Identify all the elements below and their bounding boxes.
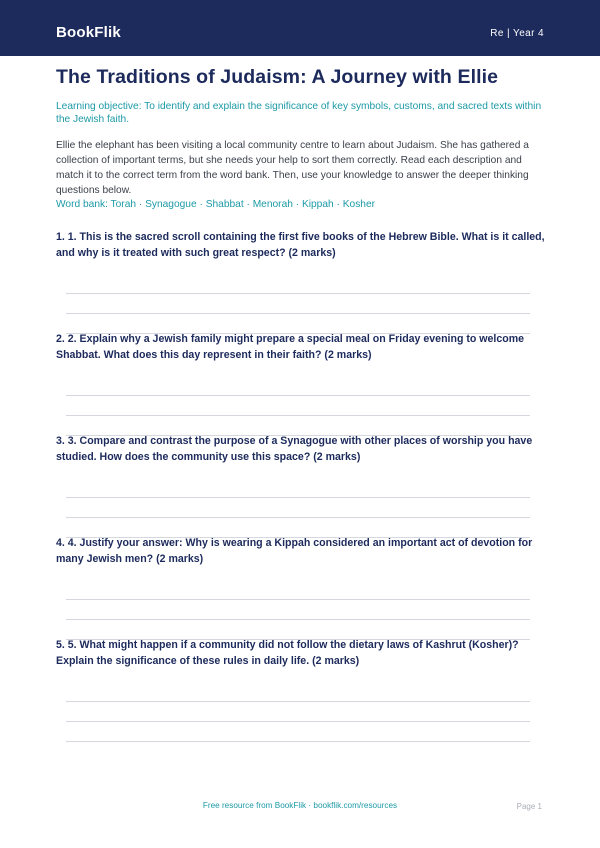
page-header <box>0 0 600 56</box>
question-text: 2. 2. Explain why a Jewish family might prepare a special meal on Friday evening to welcome Shabbat. What does this day represent in their faith? (2 marks) <box>56 333 525 361</box>
question-1 <box>56 230 546 261</box>
question-2 <box>56 332 546 363</box>
page-number: Page 1 <box>516 802 542 811</box>
answer-line[interactable] <box>66 313 530 314</box>
answer-line[interactable] <box>66 293 530 294</box>
answer-line[interactable] <box>66 721 530 722</box>
worksheet-title: The Traditions of Judaism: A Journey with Ellie <box>56 66 499 88</box>
answer-line[interactable] <box>66 415 530 416</box>
question-5 <box>56 638 546 669</box>
question-text: 3. 3. Compare and contrast the purpose of a Synagogue with other places of worship you have studied. How does the community use this space? (2 marks) <box>56 435 533 463</box>
question-3 <box>56 434 546 465</box>
answer-line[interactable] <box>66 741 530 742</box>
answer-line[interactable] <box>66 599 530 600</box>
question-text: 5. 5. What might happen if a community did not follow the dietary laws of Kashrut (Kosher)? Explain the significance of these rules in daily life. (2 marks) <box>56 639 519 667</box>
subject-year-label: Re | Year 4 <box>490 28 544 39</box>
question-text: 4. 4. Justify your answer: Why is wearing a Kippah considered an important act of devotion for many Jewish men? (2 marks) <box>56 537 533 565</box>
answer-line[interactable] <box>66 701 530 702</box>
answer-line[interactable] <box>66 497 530 498</box>
footer-link[interactable]: Free resource from BookFlik · bookflik.com/resources <box>202 801 398 810</box>
answer-line[interactable] <box>66 619 530 620</box>
question-4 <box>56 536 546 567</box>
answer-line[interactable] <box>66 395 530 396</box>
question-text: 1. 1. This is the sacred scroll containing the first five books of the Hebrew Bible. What is it called, and why is it treated with such great respect? (2 marks) <box>56 231 545 259</box>
word-bank: Word bank: Torah · Synagogue · Shabbat · Menorah · Kippah · Kosher <box>56 199 376 210</box>
learning-objective: Learning objective: To identify and explain the significance of key symbols, customs, and sacred texts within the Jewish faith. <box>56 101 542 125</box>
intro-paragraph: Ellie the elephant has been visiting a local community centre to learn about Judaism. She has gathered a collection of important terms, but she needs your help to sort them correctly. Read each description and match it to the correct term from the word bank. Then, use your knowledge to answer the deeper thinking questions below. <box>56 140 529 196</box>
brand-logo: BookFlik <box>56 24 121 41</box>
answer-line[interactable] <box>66 517 530 518</box>
